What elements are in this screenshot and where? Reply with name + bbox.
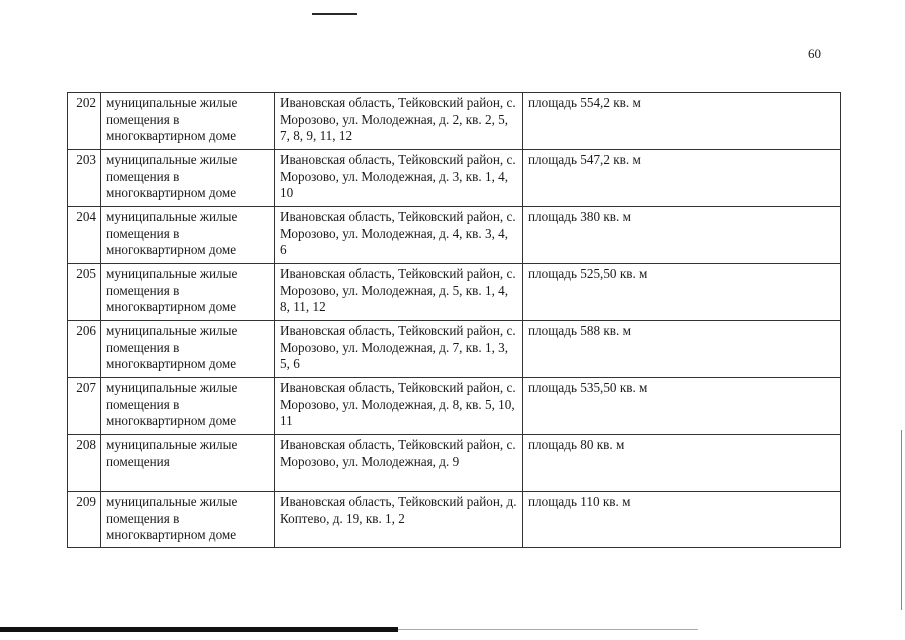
property-name: муниципальные жилые помещения в многоквартирном доме (101, 207, 275, 264)
table-row (68, 264, 841, 321)
property-area: площадь 547,2 кв. м (523, 150, 841, 207)
row-number: 208 (68, 435, 101, 492)
row-number: 202 (68, 93, 101, 150)
property-address: Ивановская область, Тейковский район, с. Морозово, ул. Молодежная, д. 3, кв. 1, 4, 10 (275, 150, 523, 207)
bottom-scan-line (0, 627, 398, 632)
property-area: площадь 80 кв. м (523, 435, 841, 492)
property-address: Ивановская область, Тейковский район, с. Морозово, ул. Молодежная, д. 4, кв. 3, 4, 6 (275, 207, 523, 264)
property-area: площадь 110 кв. м (523, 492, 841, 548)
property-area: площадь 535,50 кв. м (523, 378, 841, 435)
row-number: 205 (68, 264, 101, 321)
table-row (68, 321, 841, 378)
table-row (68, 378, 841, 435)
table-row (68, 207, 841, 264)
table-row (68, 492, 841, 548)
row-number: 207 (68, 378, 101, 435)
table-row (68, 150, 841, 207)
table-row (68, 93, 841, 150)
row-number: 203 (68, 150, 101, 207)
row-number: 204 (68, 207, 101, 264)
property-address: Ивановская область, Тейковский район, с. Морозово, ул. Молодежная, д. 7, кв. 1, 3, 5, 6 (275, 321, 523, 378)
property-area: площадь 380 кв. м (523, 207, 841, 264)
property-address: Ивановская область, Тейковский район, с. Морозово, ул. Молодежная, д. 9 (275, 435, 523, 492)
property-name: муниципальные жилые помещения в многоквартирном доме (101, 492, 275, 548)
property-area: площадь 588 кв. м (523, 321, 841, 378)
top-scan-mark (312, 13, 357, 15)
property-address: Ивановская область, Тейковский район, д. Коптево, д. 19, кв. 1, 2 (275, 492, 523, 548)
property-area: площадь 525,50 кв. м (523, 264, 841, 321)
property-name: муниципальные жилые помещения в многоквартирном доме (101, 150, 275, 207)
property-name: муниципальные жилые помещения в многоквартирном доме (101, 264, 275, 321)
row-number: 206 (68, 321, 101, 378)
property-address: Ивановская область, Тейковский район, с. Морозово, ул. Молодежная, д. 5, кв. 1, 4, 8, 11, 12 (275, 264, 523, 321)
property-name: муниципальные жилые помещения в многоквартирном доме (101, 93, 275, 150)
property-registry-table (67, 92, 841, 548)
page-number: 60 (808, 46, 821, 61)
property-address: Ивановская область, Тейковский район, с. Морозово, ул. Молодежная, д. 8, кв. 5, 10, 11 (275, 378, 523, 435)
property-name: муниципальные жилые помещения (101, 435, 275, 492)
bottom-scan-line-thin (398, 629, 698, 630)
property-area: площадь 554,2 кв. м (523, 93, 841, 150)
right-scan-edge (901, 430, 902, 610)
row-number: 209 (68, 492, 101, 548)
property-address: Ивановская область, Тейковский район, с. Морозово, ул. Молодежная, д. 2, кв. 2, 5, 7, 8, 9, 11, 12 (275, 93, 523, 150)
property-name: муниципальные жилые помещения в многоквартирном доме (101, 321, 275, 378)
property-name: муниципальные жилые помещения в многоквартирном доме (101, 378, 275, 435)
table-row (68, 435, 841, 492)
